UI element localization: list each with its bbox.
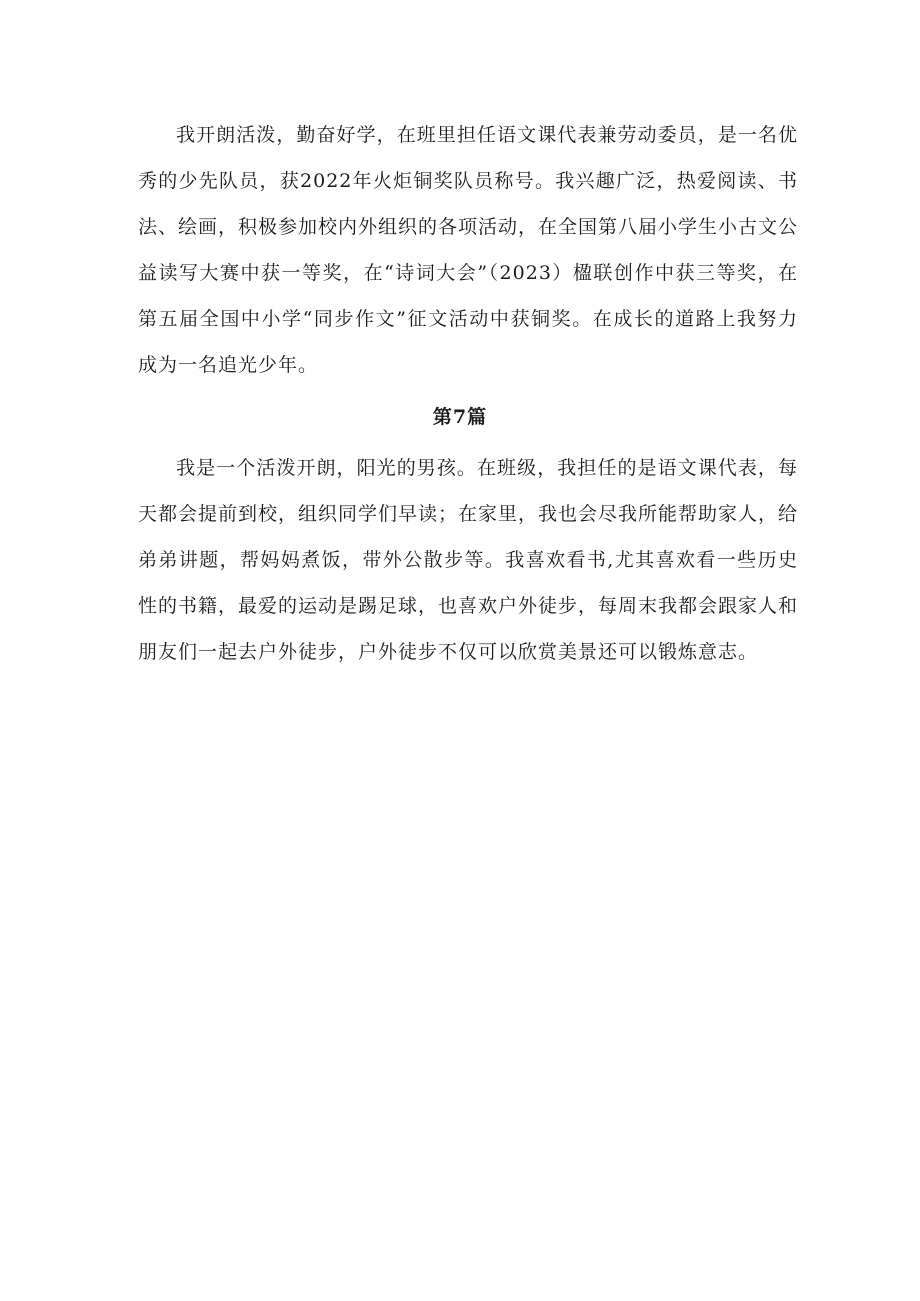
paragraph: 我开朗活泼，勤奋好学，在班里担任语文课代表兼劳动委员，是一名优秀的少先队员，获2022年火炬铜奖队员称号。我兴趣广泛，热爱阅读、书法、绘画，积极参加校内外组织的各项活动，在全国第八届小学生小古文公益读写大赛中获一等奖，在“诗词大会”（2023）楹联创作中获三等奖，在第五届全国中小学“同步作文”征文活动中获铜奖。在成长的道路上我努力成为一名追光少年。 xyxy=(138,124,799,376)
document-text-block xyxy=(138,445,798,675)
paragraph: 我是一个活泼开朗，阳光的男孩。在班级，我担任的是语文课代表，每天都会提前到校，组织同学们早读；在家里，我也会尽我所能帮助家人，给弟弟讲题，帮妈妈煮饭，带外公散步等。我喜欢看书,尤其喜欢看一些历史性的书籍，最爱的运动是踢足球，也喜欢户外徒步，每周末我都会跟家人和朋友们一起去户外徒步，户外徒步不仅可以欣赏美景还可以锻炼意志。 xyxy=(138,457,799,663)
document-text-block xyxy=(138,112,798,388)
section-heading: 第7篇 xyxy=(432,406,488,428)
